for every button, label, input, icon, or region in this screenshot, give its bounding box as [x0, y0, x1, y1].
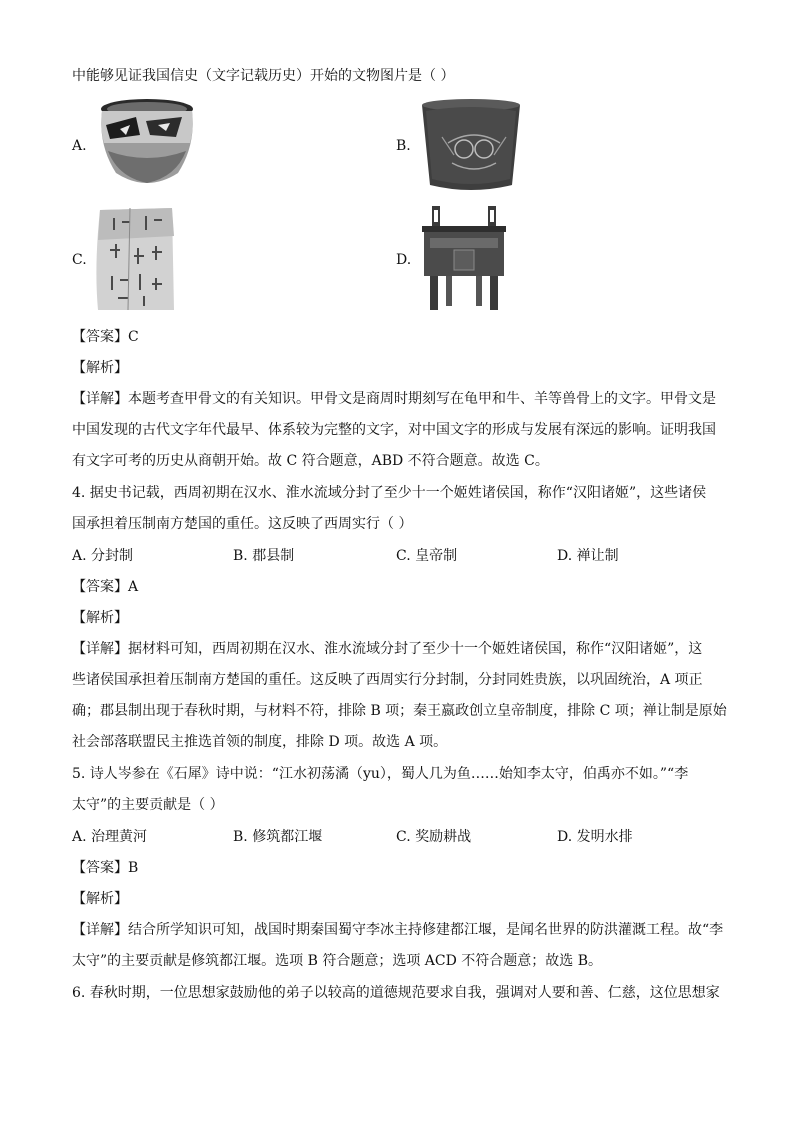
q4-detail-line-3: 确；郡县制出现于春秋时期，与材料不符，排除 B 项；秦王嬴政创立皇帝制度，排除 C 项；禅让制是原始: [72, 703, 727, 719]
q3-option-a-label[interactable]: A.: [72, 138, 87, 154]
q5-answer: 【答案】B: [72, 860, 139, 876]
q4-detail-line-4: 社会部落联盟民主推选首领的制度，排除 D 项。故选 A 项。: [72, 734, 448, 750]
q4-analysis-label: 【解析】: [72, 610, 128, 626]
q3-option-b-label[interactable]: B.: [396, 138, 411, 154]
q5-analysis-label: 【解析】: [72, 891, 128, 907]
q4-detail-line-2: 些诸侯国承担着压制南方楚国的重任。这反映了西周实行分封制，分封同姓贵族，以巩固统治，A 项正: [72, 672, 703, 688]
q3-analysis-label: 【解析】: [72, 360, 128, 376]
q5-stem-line-1: 5. 诗人岑参在《石犀》诗中说：“江水初荡潏（yu），蜀人几为鱼……始知李太守，伯禹亦不如。”“李: [72, 766, 689, 782]
q4-answer: 【答案】A: [72, 579, 139, 595]
q3-option-c-label[interactable]: C.: [72, 252, 87, 268]
q4-detail-line-1: 【详解】据材料可知，西周初期在汉水、淮水流域分封了至少十一个姬姓诸侯国，称作“汉阳诸姬”，这: [72, 641, 703, 657]
q4-option-c[interactable]: C. 皇帝制: [396, 548, 458, 564]
q5-option-d[interactable]: D. 发明水排: [557, 829, 633, 845]
q3-detail-line-2: 中国发现的古代文字年代最早、体系较为完整的文字，对中国文字的形成与发展有深远的影响。证明我国: [72, 422, 716, 438]
q3-option-d-label[interactable]: D.: [396, 252, 412, 268]
bronze-ding-image[interactable]: [418, 204, 510, 314]
q3-answer: 【答案】C: [72, 329, 139, 345]
q4-stem-line-2: 国承担着压制南方楚国的重任。这反映了西周实行（ ）: [72, 516, 413, 532]
q3-stem: 中能够见证我国信史（文字记载历史）开始的文物图片是（ ）: [72, 68, 455, 84]
pottery-jar-image[interactable]: [418, 97, 524, 195]
pottery-jar-icon: [418, 97, 524, 195]
q4-option-d[interactable]: D. 禅让制: [557, 548, 619, 564]
q5-detail-line-1: 【详解】结合所学知识可知，战国时期秦国蜀守李冰主持修建都江堰，是闻名世界的防洪灌溉工程。故“李: [72, 922, 724, 938]
q5-detail-line-2: 太守”的主要贡献是修筑都江堰。选项 B 符合题意；选项 ACD 不符合题意；故选 B。: [72, 953, 603, 969]
q4-option-a[interactable]: A. 分封制: [72, 548, 134, 564]
q5-option-a[interactable]: A. 治理黄河: [72, 829, 148, 845]
bronze-ding-icon: [418, 204, 510, 314]
pottery-bowl-icon: [96, 95, 198, 193]
oracle-bone-image[interactable]: [94, 206, 176, 312]
q5-stem-line-2: 太守”的主要贡献是（ ）: [72, 797, 224, 813]
q4-stem-line-1: 4. 据史书记载，西周初期在汉水、淮水流域分封了至少十一个姬姓诸侯国，称作“汉阳诸姬”，这些诸侯: [72, 485, 707, 501]
q3-detail-line-3: 有文字可考的历史从商朝开始。故 C 符合题意，ABD 不符合题意。故选 C。: [72, 453, 549, 469]
q5-option-b[interactable]: B. 修筑都江堰: [233, 829, 323, 845]
q4-option-b[interactable]: B. 郡县制: [233, 548, 295, 564]
q3-detail-line-1: 【详解】本题考查甲骨文的有关知识。甲骨文是商周时期刻写在龟甲和牛、羊等兽骨上的文字。甲骨文是: [72, 391, 716, 407]
oracle-bone-icon: [94, 206, 176, 312]
q6-stem-line-1: 6. 春秋时期，一位思想家鼓励他的弟子以较高的道德规范要求自我，强调对人要和善、仁慈，这位思想家: [72, 985, 720, 1001]
q5-option-c[interactable]: C. 奖励耕战: [396, 829, 472, 845]
pottery-bowl-image[interactable]: [96, 95, 198, 193]
